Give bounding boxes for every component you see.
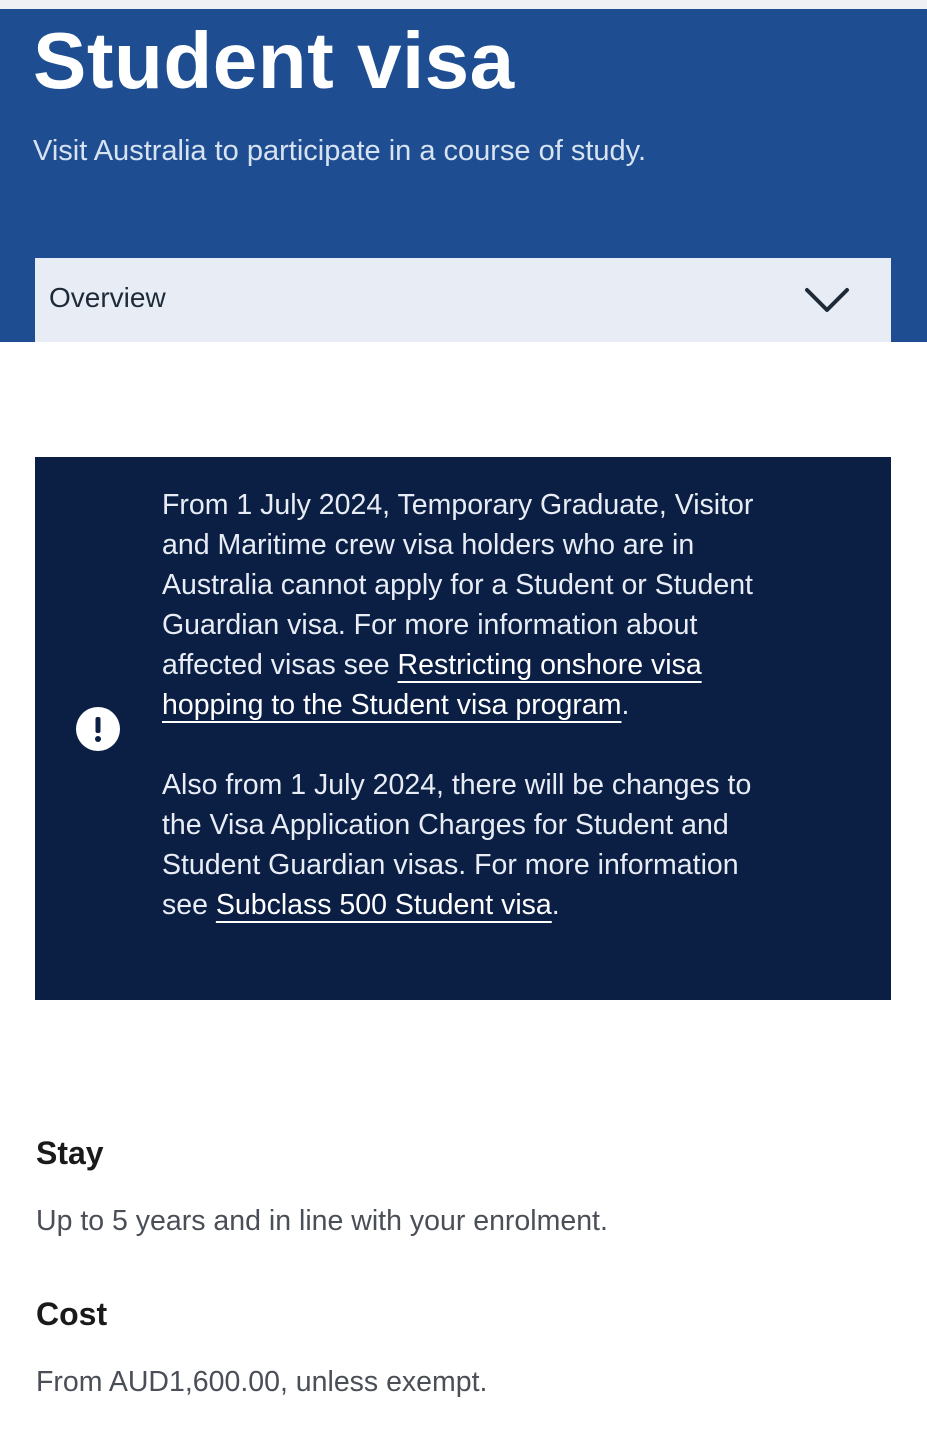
top-strip <box>0 0 927 9</box>
section-dropdown-label: Overview <box>49 282 166 313</box>
visa-hopping-link[interactable]: Restricting onshore visa hopping to the Student visa program <box>162 649 702 721</box>
exclamation-icon <box>76 707 120 751</box>
subclass-500-link[interactable]: Subclass 500 Student visa <box>215 889 552 921</box>
notice-body <box>162 485 782 925</box>
cost-heading: Cost <box>36 1296 108 1332</box>
notice-paragraph-1-end: . <box>621 689 630 721</box>
section-dropdown[interactable] <box>35 258 891 342</box>
notice-paragraph-1 <box>162 485 782 725</box>
cost-value: From AUD1,600.00, unless exempt. <box>36 1366 488 1398</box>
page-subtitle: Visit Australia to participate in a course of study. <box>33 135 647 167</box>
notice-paragraph-2-end: . <box>551 889 560 921</box>
stay-heading: Stay <box>36 1135 104 1171</box>
hero-banner <box>0 9 927 342</box>
notice-paragraph-2-text: Also from 1 July 2024, there will be changes to the Visa Application Charges for Student and Student Guardian visas. For more information see <box>162 769 752 921</box>
notice-box <box>35 457 891 1000</box>
page-title: Student visa <box>33 16 515 105</box>
notice-paragraph-2 <box>162 765 782 925</box>
chevron-down-icon <box>803 282 851 316</box>
stay-value: Up to 5 years and in line with your enrolment. <box>36 1205 608 1237</box>
notice-paragraph-1-text: From 1 July 2024, Temporary Graduate, Visitor and Maritime crew visa holders who are in Australia cannot apply for a Student or Student Guardian visa. For more information about affected visas see <box>162 489 754 681</box>
